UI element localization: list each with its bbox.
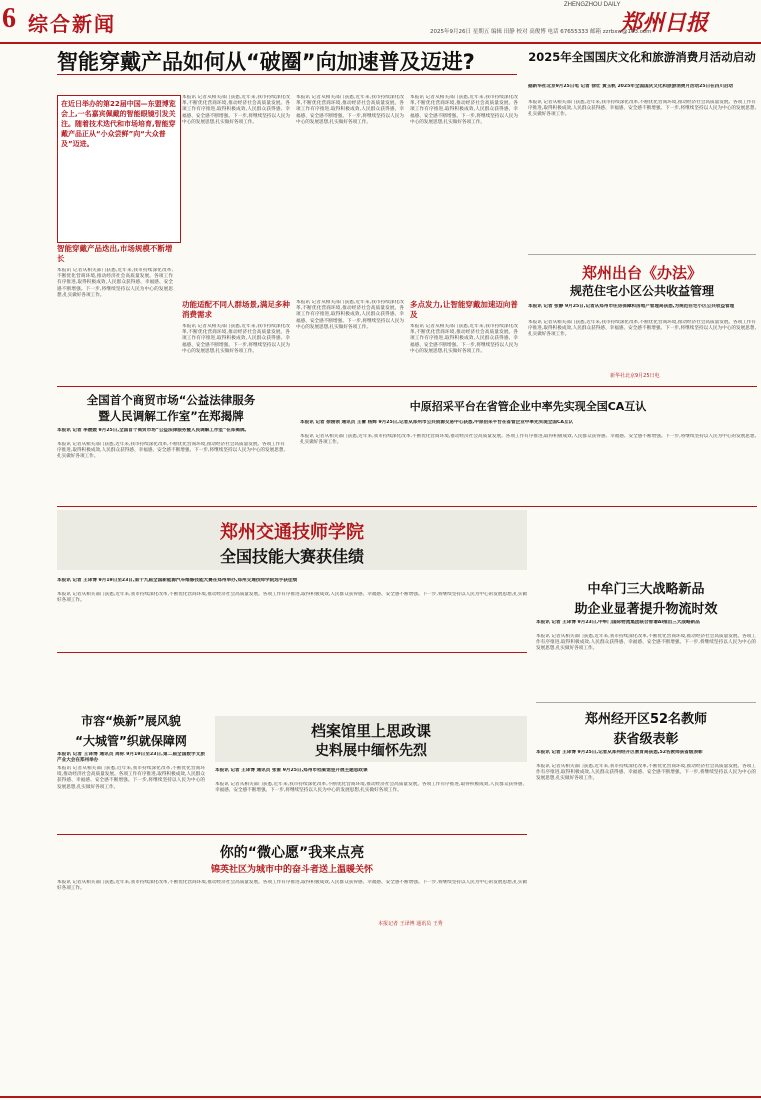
lead-subhead-1: 智能穿戴产品迭出,市场规模不断增长	[57, 244, 173, 263]
schools-body	[536, 764, 756, 904]
lead-col3	[296, 95, 404, 295]
section-title: 综合新闻	[28, 12, 116, 36]
page-number: 6	[2, 3, 16, 34]
zhongmou-body	[536, 634, 756, 694]
body-text: 本报讯 记者从相关部门获悉,近年来,我市持续深化改革,不断优化营商环境,推动经济社会高质量发展。各项工作有序推进,取得积极成效,人民群众获得感、幸福感、安全感不断增强。下一步,将继续坚持以人民为中心的发展思想,扎实做好各项工作。	[536, 764, 756, 782]
holiday-title: 2025年全国国庆文化和旅游消费月活动启动	[528, 50, 756, 64]
body-text: 本报讯 记者从相关部门获悉,近年来,我市持续深化改革,不断优化营商环境,推动经济社会高质量发展。各项工作有序推进,取得积极成效,人民群众获得感、幸福感、安全感不断增强。下一步,将继续坚持以人民为中心的发展思想,扎实做好各项工作。	[57, 442, 285, 460]
wish-subtitle: 锦英社区为城市中的奋斗者送上温暖关怀	[210, 865, 373, 875]
body-text: 本报讯 记者从相关部门获悉,近年来,我市持续深化改革,不断优化营商环境,推动经济社会高质量发展。各项工作有序推进,取得积极成效,人民群众获得感、幸福感、安全感不断增强。下一步,将继续坚持以人民为中心的发展思想,扎实做好各项工作。	[300, 434, 756, 446]
ca-title: 中原招采平台在省管企业中率先实现全国CA互认	[409, 400, 647, 413]
vocational-body	[57, 592, 527, 648]
paper-logo: 郑州日报	[620, 10, 709, 36]
lead-col2	[182, 95, 290, 295]
right-divider-1	[528, 254, 756, 255]
divider-main-4	[57, 834, 527, 835]
fair-title-line1: 市容“焕新”展风貌	[81, 714, 181, 728]
regulation-title-line1: 郑州出台《办法》	[581, 264, 702, 282]
holiday-body	[528, 100, 756, 240]
lead-col3-lower	[296, 300, 404, 380]
body-text: 本报讯 记者从相关部门获悉,近年来,我市持续深化改革,不断优化营商环境,推动经济社会高质量发展。各项工作有序推进,取得积极成效,人民群众获得感、幸福感、安全感不断增强。下一步,将继续坚持以人民为中心的发展思想,扎实做好各项工作。	[528, 100, 756, 118]
body-text: 本报讯 记者从相关部门获悉,近年来,我市持续深化改革,不断优化营商环境,推动经济社会高质量发展。各项工作有序推进,取得积极成效,人民群众获得感、幸福感、安全感不断增强。下一步,将继续坚持以人民为中心的发展思想,扎实做好各项工作。	[296, 300, 404, 330]
right-divider-2	[536, 702, 756, 703]
vocational-title-line2: 全国技能大赛获佳绩	[219, 547, 364, 566]
wish-title: 你的“微心愿”我来点亮	[219, 845, 365, 861]
body-text: 本报讯 记者从相关部门获悉,近年来,我市持续深化改革,不断优化营商环境,推动经济社会高质量发展。各项工作有序推进,取得积极成效,人民群众获得感、幸福感、安全感不断增强。下一步,将继续坚持以人民为中心的发展思想,扎实做好各项工作。	[182, 324, 290, 354]
archive-title-line1: 档案馆里上思政课	[310, 722, 431, 740]
body-text: 本报讯 记者从相关部门获悉,近年来,我市持续深化改革,不断优化营商环境,推动经济社会高质量发展。各项工作有序推进,取得积极成效,人民群众获得感、幸福感、安全感不断增强。下一步,将继续坚持以人民为中心的发展思想,扎实做好各项工作。	[215, 782, 527, 794]
lead-col4-lower	[410, 324, 518, 380]
schools-title-line1: 郑州经开区52名教师	[584, 712, 708, 727]
lead-col4	[410, 95, 518, 295]
ca-lead: 本报讯 记者 徐刚领 通讯员 王蕾 杨辉 9月25日,记者从郑州市公共资源交易中心获悉,中原招采平台在省管企业中率先实现全国CA互认	[300, 420, 574, 425]
lead-subhead-2: 功能适配不同人群场景,满足多种消费需求	[182, 300, 290, 319]
ca-body	[300, 434, 756, 502]
zhongmou-title-line1: 中牟门三大战略新品	[587, 582, 705, 597]
vocational-title-line1: 郑州交通技师学院	[220, 522, 364, 543]
page-meta: 2025年9月26日 星期五 编辑 田静 校对 高俊博 电话 67655333 邮箱 zzrbxw@163.com	[430, 29, 652, 35]
body-text: 本报讯 记者从相关部门获悉,近年来,我市持续深化改革,不断优化营商环境,推动经济社会高质量发展。各项工作有序推进,取得积极成效,人民群众获得感、幸福感、安全感不断增强。下一步,将继续坚持以人民为中心的发展思想,扎实做好各项工作。	[528, 320, 756, 338]
body-text: 本报讯 记者从相关部门获悉,近年来,我市持续深化改革,不断优化营商环境,推动经济社会高质量发展。各项工作有序推进,取得积极成效,人民群众获得感、幸福感、安全感不断增强。下一步,将继续坚持以人民为中心的发展思想,扎实做好各项工作。	[182, 95, 290, 125]
divider-main-3	[57, 652, 527, 653]
schools-title-line2: 获省级表彰	[613, 732, 679, 747]
lead-col1-lower	[57, 268, 173, 380]
page-header	[0, 0, 761, 44]
lead-title-rule	[57, 74, 517, 75]
commerce-title-line2: 暨人民调解工作室”在郑揭牌	[98, 409, 244, 423]
fair-lead: 本报讯 记者 王译博 通讯员 周标 9月19日至23日,第二届全国数字文旅产业大会在郑州举办	[57, 752, 205, 764]
regulation-lead: 本报讯 记者 张静 9月25日,记者从郑州市住房保障和房地产管理局获悉,为规范住宅小区公共收益管理	[528, 304, 735, 309]
vocational-lead: 本报讯 记者 王译博 9月19日至23日,第十九届全国新能源汽车维修技能大赛在郑州举办,郑州交通技师学院选手获佳绩	[57, 578, 298, 583]
holiday-lead: 据新华社北京9月25日电 记者 徐壮 黄玉帆 2025年全国国庆文化和旅游消费月活动25日在四川启动	[528, 84, 734, 89]
body-text: 本报讯 记者从相关部门获悉,近年来,我市持续深化改革,不断优化营商环境,推动经济社会高质量发展。各项工作有序推进,取得积极成效,人民群众获得感、幸福感、安全感不断增强。下一步,将继续坚持以人民为中心的发展思想,扎实做好各项工作。	[296, 95, 404, 125]
commerce-title-line1: 全国首个商贸市场“公益法律服务	[86, 393, 256, 407]
divider-main-1	[57, 386, 757, 387]
body-text: 本报讯 记者从相关部门获悉,近年来,我市持续深化改革,不断优化营商环境,推动经济社会高质量发展。各项工作有序推进,取得积极成效,人民群众获得感、幸福感、安全感不断增强。下一步,将继续坚持以人民为中心的发展思想,扎实做好各项工作。	[536, 634, 756, 652]
body-text: 本报讯 记者从相关部门获悉,近年来,我市持续深化改革,不断优化营商环境,推动经济社会高质量发展。各项工作有序推进,取得积极成效,人民群众获得感、幸福感、安全感不断增强。下一步,将继续坚持以人民为中心的发展思想,扎实做好各项工作。	[57, 766, 205, 790]
commerce-lead: 本报讯 记者 李媛媛 9月25日,全国首个商贸市场“公益法律服务暨人民调解工作室”在郑揭牌。	[57, 428, 250, 433]
fair-body	[57, 766, 205, 830]
archive-lead: 本报讯 记者 王译博 通讯员 张雷 9月25日,郑州市档案馆里开展主题思政课	[215, 768, 368, 773]
body-text: 本报讯 记者从相关部门获悉,近年来,我市持续深化改革,不断优化营商环境,推动经济社会高质量发展。各项工作有序推进,取得积极成效,人民群众获得感、幸福感、安全感不断增强。下一步,将继续坚持以人民为中心的发展思想,扎实做好各项工作。	[57, 880, 527, 892]
lead-intro: 在近日举办的第22届中国—东盟博览会上,一名嘉宾佩戴的智能眼镜引发关注。随着技术迭代和市场培育,智能穿戴产品正从“小众尝鲜”向“大众普及”迈进。	[57, 95, 181, 243]
regulation-byline: 新华社北京9月25日电	[610, 373, 660, 379]
body-text: 本报讯 记者从相关部门获悉,近年来,我市持续深化改革,不断优化营商环境,推动经济社会高质量发展。各项工作有序推进,取得积极成效,人民群众获得感、幸福感、安全感不断增强。下一步,将继续坚持以人民为中心的发展思想,扎实做好各项工作。	[410, 95, 518, 125]
zhongmou-title-line2: 助企业显著提升物流时效	[574, 602, 718, 617]
paper-name-en: ZHENGZHOU DAILY	[564, 2, 621, 8]
lead-col2-lower	[182, 324, 290, 380]
archive-title-line2: 史料展中缅怀先烈	[315, 743, 427, 759]
lead-subhead-3: 多点发力,让智能穿戴加速迈向普及	[410, 300, 518, 319]
wish-body	[57, 880, 527, 916]
body-text: 本报讯 记者从相关部门获悉,近年来,我市持续深化改革,不断优化营商环境,推动经济社会高质量发展。各项工作有序推进,取得积极成效,人民群众获得感、幸福感、安全感不断增强。下一步,将继续坚持以人民为中心的发展思想,扎实做好各项工作。	[410, 324, 518, 354]
lead-title: 智能穿戴产品如何从“破圈”向加速普及迈进?	[57, 50, 475, 74]
body-text: 本报讯 记者从相关部门获悉,近年来,我市持续深化改革,不断优化营商环境,推动经济社会高质量发展。各项工作有序推进,取得积极成效,人民群众获得感、幸福感、安全感不断增强。下一步,将继续坚持以人民为中心的发展思想,扎实做好各项工作。	[57, 268, 173, 298]
regulation-title-line2: 规范住宅小区公共收益管理	[569, 284, 714, 298]
commerce-body	[57, 442, 285, 502]
fair-title-line2: “大城管”织就保障网	[75, 734, 187, 748]
footer-rule	[0, 1096, 761, 1098]
archive-body	[215, 782, 527, 830]
divider-main-2	[57, 506, 757, 507]
zhongmou-lead: 本报讯 记者 王译博 9月23日,中牟门国际物流集团联合智谱AI推出三大战略新品	[536, 620, 700, 625]
schools-lead: 本报讯 记者 王译博 9月25日,记者从郑州经开区教育局获悉,52名教师获省级表彰	[536, 750, 703, 755]
wish-byline: 本报记者 王译博 通讯员 王秀	[378, 921, 443, 927]
body-text: 本报讯 记者从相关部门获悉,近年来,我市持续深化改革,不断优化营商环境,推动经济社会高质量发展。各项工作有序推进,取得积极成效,人民群众获得感、幸福感、安全感不断增强。下一步,将继续坚持以人民为中心的发展思想,扎实做好各项工作。	[57, 592, 527, 604]
